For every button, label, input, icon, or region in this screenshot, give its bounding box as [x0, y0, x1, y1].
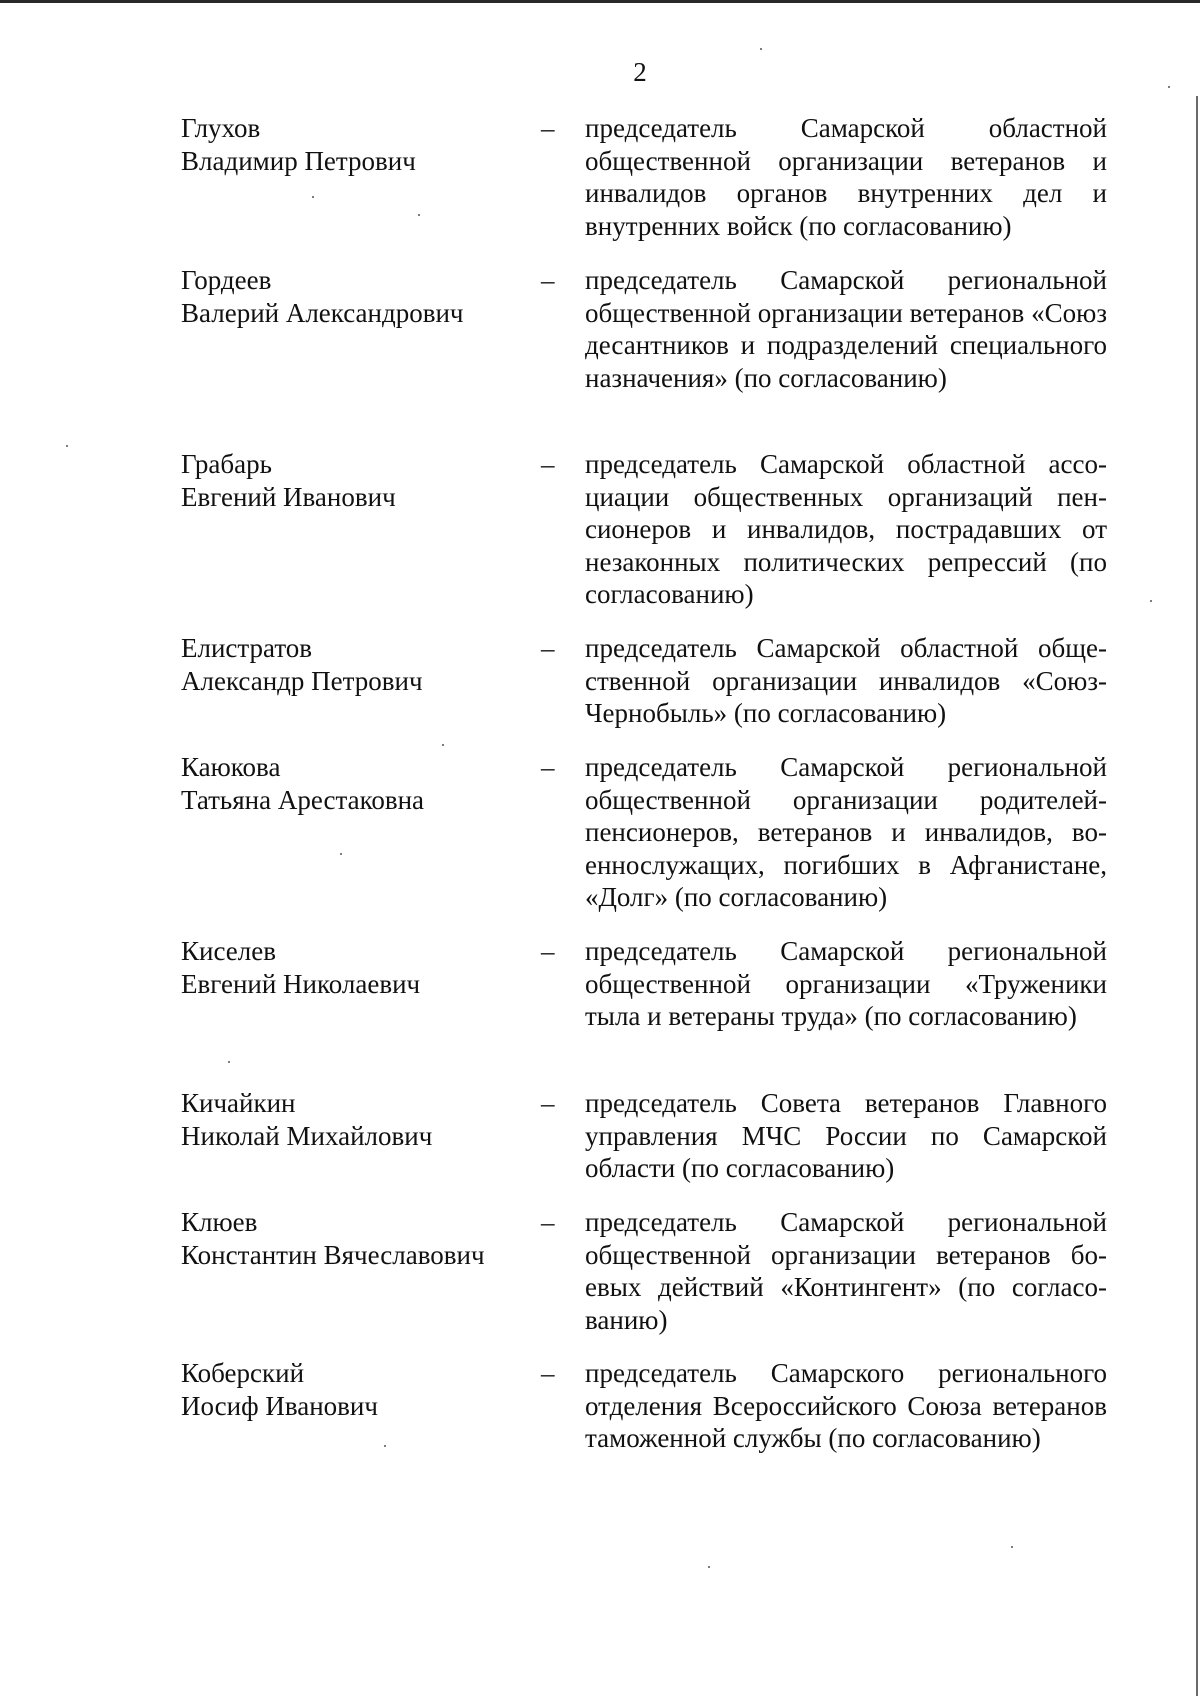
member-given-names: Евгений Иванович	[181, 481, 396, 512]
member-name	[181, 1087, 511, 1152]
member-role: председатель Самарской региональной общественной организации ветеранов боевых действий «Контингент» (по согласованию)	[585, 1207, 1107, 1335]
member-name	[181, 1357, 511, 1422]
member-given-names: Иосиф Иванович	[181, 1390, 378, 1421]
entry-dash: –	[541, 449, 555, 479]
entry-dash: –	[541, 633, 555, 663]
scan-speck	[312, 196, 314, 198]
entry-dash: –	[541, 1207, 555, 1237]
member-given-names: Евгений Николаевич	[181, 968, 421, 999]
entry-dash: –	[541, 752, 555, 782]
scan-speck	[760, 48, 762, 50]
scan-speck	[1011, 1546, 1013, 1548]
member-given-names: Владимир Петрович	[181, 145, 416, 176]
member-name	[181, 751, 511, 816]
scan-speck	[228, 1061, 230, 1063]
member-name	[181, 448, 511, 513]
member-surname: Кичайкин	[181, 1088, 296, 1118]
member-name	[181, 632, 511, 697]
entry-dash: –	[541, 113, 555, 143]
member-name	[181, 112, 511, 177]
member-given-names: Николай Михайлович	[181, 1120, 433, 1151]
member-name	[181, 935, 511, 1000]
member-surname: Клюев	[181, 1207, 258, 1237]
member-given-names: Татьяна Арестаковна	[181, 784, 424, 815]
member-name	[181, 264, 511, 329]
member-role: председатель Самарской региональной общественной организации родителей-пенсионеров, ветеранов и инвалидов, военнослужащих, погибших в Афганистане, «Долг» (по согласованию)	[585, 752, 1107, 912]
scan-speck	[384, 1445, 386, 1447]
member-surname: Гордеев	[181, 265, 272, 295]
member-surname: Киселев	[181, 936, 276, 966]
scan-speck	[340, 853, 342, 855]
entry-dash: –	[541, 265, 555, 295]
scan-speck	[66, 445, 68, 447]
member-given-names: Александр Петрович	[181, 665, 423, 696]
page-right-edge	[1196, 96, 1198, 1696]
scan-speck	[1150, 600, 1152, 602]
member-name	[181, 1206, 511, 1271]
scan-speck	[442, 744, 444, 746]
member-role: председатель Самарской областной ассоциации общественных организаций пенсионеров и инвалидов, пострадавших от незаконных политических репрессий (по согласованию)	[585, 449, 1107, 609]
member-surname: Каюкова	[181, 752, 281, 782]
member-given-names: Валерий Александрович	[181, 297, 464, 328]
member-surname: Коберский	[181, 1358, 305, 1388]
page-number: 2	[633, 57, 647, 87]
member-role: председатель Самарской региональной общественной организации «Труженики тыла и ветераны труда» (по согласованию)	[585, 936, 1107, 1031]
member-surname: Глухов	[181, 113, 261, 143]
entry-dash: –	[541, 1358, 555, 1388]
member-role: председатель Самарской областной общественной организации инвалидов «Союз-Чернобыль» (по согласованию)	[585, 633, 1107, 728]
scan-speck	[418, 214, 420, 216]
member-role: председатель Самарской областной общественной организации ветеранов и инвалидов органов внутренних дел и внутренних войск (по согласованию)	[585, 113, 1107, 241]
entry-dash: –	[541, 936, 555, 966]
scan-speck	[708, 1566, 710, 1568]
member-surname: Елистратов	[181, 633, 313, 663]
page-top-edge	[0, 0, 1200, 3]
member-given-names: Константин Вячеславович	[181, 1239, 485, 1270]
member-role: председатель Самарской региональной общественной организации ветеранов «Союз десантников и подразделений специального назначения» (по согласованию)	[585, 265, 1107, 393]
scan-speck	[1168, 86, 1170, 88]
member-role: председатель Самарского регионального отделения Всероссийского Союза ветеранов таможенной службы (по согласованию)	[585, 1358, 1107, 1453]
member-surname: Грабарь	[181, 449, 272, 479]
entry-dash: –	[541, 1088, 555, 1118]
member-role: председатель Совета ветеранов Главного управления МЧС России по Самарской области (по согласованию)	[585, 1088, 1107, 1183]
